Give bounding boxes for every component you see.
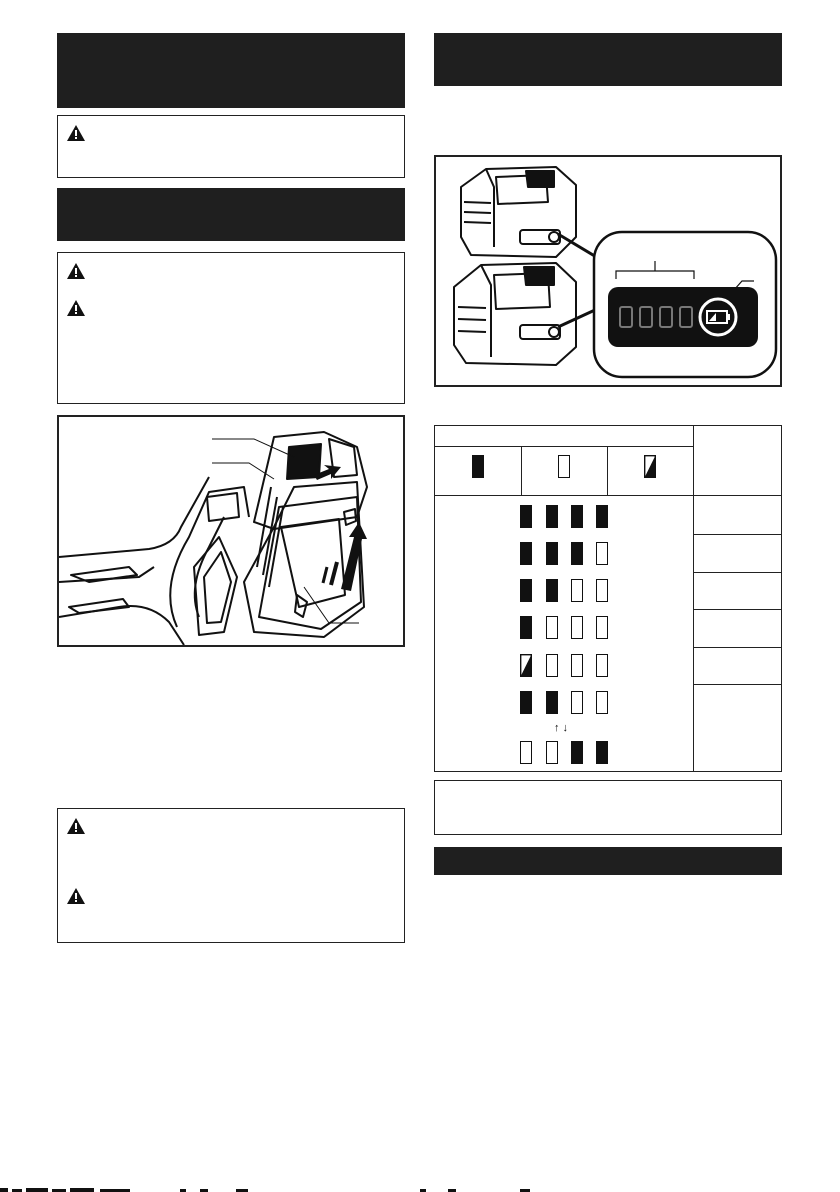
indicator-table — [434, 425, 782, 772]
warning-icon — [67, 300, 85, 316]
warning-icon — [67, 888, 85, 904]
caution-box-1 — [57, 115, 405, 178]
cropped-text-remnant — [0, 1186, 840, 1192]
warning-icon — [67, 263, 85, 279]
legend-lighted-icon — [472, 455, 484, 478]
note-box — [434, 780, 782, 835]
warning-icon — [67, 125, 85, 141]
alternating-arrows: ↑ ↓ — [554, 722, 569, 734]
caution-box-2 — [57, 252, 405, 404]
blinking-cell — [520, 654, 532, 677]
legend-off-icon — [558, 455, 570, 478]
battery-packs-illustration — [436, 157, 780, 385]
section-header-footer — [434, 847, 782, 875]
section-header-1 — [57, 33, 405, 108]
section-header-2 — [57, 188, 405, 241]
section-header-right — [434, 33, 782, 86]
warning-icon — [67, 818, 85, 834]
caution-box-3 — [57, 808, 405, 943]
legend-blinking-icon — [644, 455, 656, 478]
tool-and-battery-illustration — [59, 417, 403, 645]
battery-indicator-figure — [434, 155, 782, 387]
battery-insertion-figure — [57, 415, 405, 647]
